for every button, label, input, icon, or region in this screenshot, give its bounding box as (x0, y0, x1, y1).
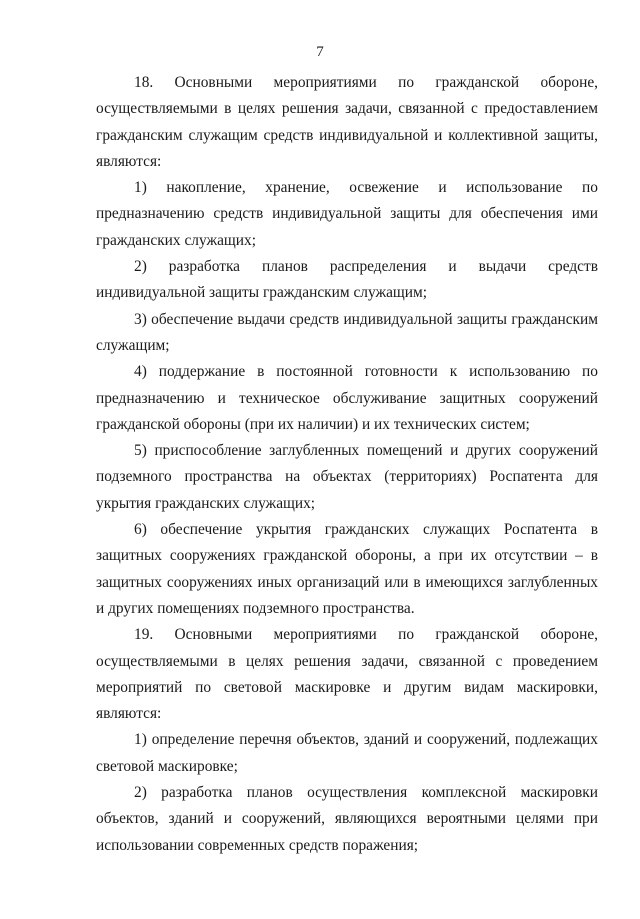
paragraph-18-item-4: 4) поддержание в постоянной готовности к использованию по предназначению и техническое обслуживание защитных сооружений гражданской обороны (при их наличии) и их технических систем; (96, 363, 598, 433)
paragraph-18-item-6: 6) обеспечение укрытия гражданских служащих Роспатента в защитных сооружениях гражданской обороны, а при их отсутствии – в защитных сооружениях иных организаций или в имеющихся заглубленных и других помещениях подземного пространства. (96, 521, 598, 617)
paragraph-19-item-1: 1) определение перечня объектов, зданий и сооружений, подлежащих световой маскировке; (96, 731, 598, 775)
page-number: 7 (316, 44, 324, 60)
paragraph-19: 19. Основными мероприятиями по гражданской обороне, осуществляемыми в целях решения задачи, связанной с проведением мероприятий по световой маскировке и другим видам маскировки, являются: (96, 626, 598, 723)
paragraph-18-item-3: 3) обеспечение выдачи средств индивидуальной защиты гражданским служащим; (96, 310, 598, 354)
paragraph-18-item-5: 5) приспособление заглубленных помещений и других сооружений подземного пространства на объектах (территориях) Роспатента для укрытия гражданских служащих; (96, 442, 598, 512)
document-body (96, 70, 598, 859)
paragraph-18-item-1: 1) накопление, хранение, освежение и использование по предназначению средств индивидуальной защиты для обеспечения ими гражданских служащих; (96, 179, 598, 249)
paragraph-18-item-2: 2) разработка планов распределения и выдачи средств индивидуальной защиты гражданским служащим; (96, 258, 598, 302)
paragraph-18: 18. Основными мероприятиями по гражданской обороне, осуществляемыми в целях решения задачи, связанной с предоставлением гражданским служащим средств индивидуальной и коллективной защиты, являются: (96, 74, 598, 170)
paragraph-19-item-2: 2) разработка планов осуществления комплексной маскировки объектов, зданий и сооружений, являющихся вероятными целями при использовании современных средств поражения; (96, 784, 598, 854)
